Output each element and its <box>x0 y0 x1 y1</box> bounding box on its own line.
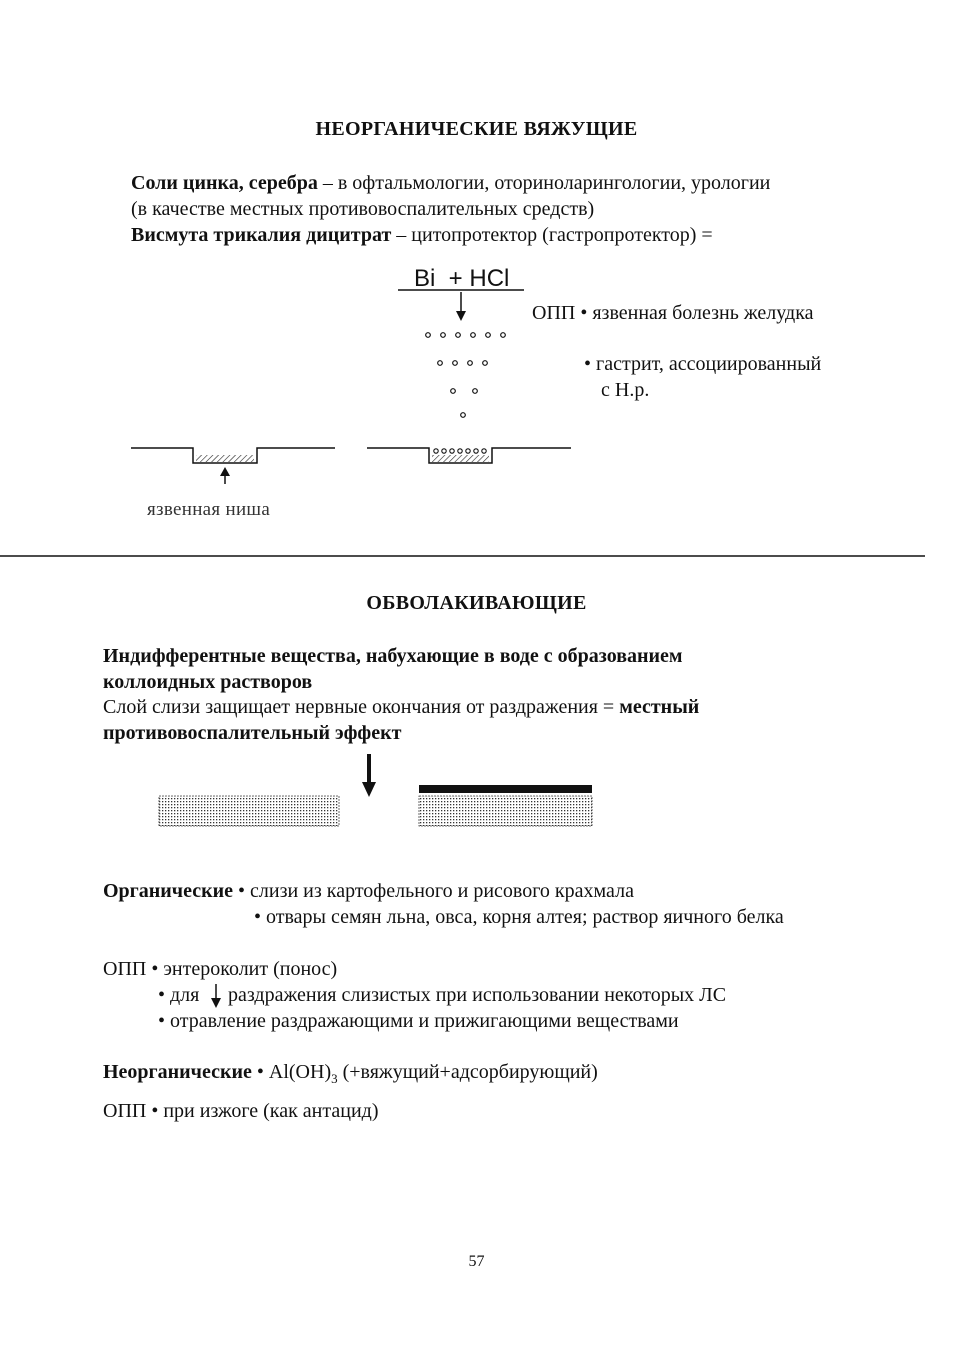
opp3-label: ОПП <box>103 1100 147 1122</box>
mucosa-left <box>159 796 339 826</box>
opp1-item2: • гастрит, ассоциированный <box>584 353 822 375</box>
page-number: 57 <box>468 1253 485 1270</box>
ulcer-niche-label: язвенная ниша <box>147 499 271 520</box>
opp2-line1 <box>103 956 337 982</box>
organic-line1 <box>103 878 634 904</box>
opp2-item3: • отравление раздражающими и прижигающими веществами <box>158 1010 679 1032</box>
opp2-item2-post: раздражения слизистых при использовании некоторых ЛС <box>228 984 727 1006</box>
opp2-label: ОПП <box>103 958 147 980</box>
zinc-silver-desc: – в офтальмологии, оториноларингологии, урологии <box>317 172 771 194</box>
indifferent-line1 <box>103 643 683 669</box>
zinc-silver-term: Соли цинка, серебра <box>131 172 318 194</box>
mucus-coating-layer <box>419 785 592 793</box>
opp3-line <box>103 1098 378 1124</box>
opp1-item1: • язвенная болезнь желудка <box>580 302 814 324</box>
opp3-item: • при изжоге (как антацид) <box>146 1100 379 1122</box>
coating-arrow-head <box>362 782 376 797</box>
section2-title: ОБВОЛАКИВАЮЩИЕ <box>366 592 587 614</box>
inorganic-subscript: 3 <box>331 1071 338 1086</box>
bismuth-line <box>131 222 713 248</box>
organic-item1: • слизи из картофельного и рисового крахмала <box>233 880 634 902</box>
opp1-label: ОПП <box>532 302 576 324</box>
ulcer-niche-left <box>131 448 335 484</box>
local-effect-line <box>103 720 401 746</box>
reaction-formula: Bi + HCl <box>414 265 510 292</box>
mucus-layer-line <box>103 694 699 720</box>
formula-arrow-head <box>456 311 466 321</box>
inorganic-line <box>103 1059 598 1092</box>
bismuth-desc: – цитопротектор (гастропротектор) = <box>391 224 713 246</box>
zinc-silver-note: (в качестве местных противовоспалительных средств) <box>131 198 595 220</box>
ulcer-niche-right <box>367 448 571 463</box>
bismuth-term: Висмута трикалия дицитрат <box>131 224 392 246</box>
mucus-layer-desc: Слой слизи защищает нервные окончания от раздражения = <box>103 696 620 718</box>
opp2-item1: • энтероколит (понос) <box>146 958 338 980</box>
indifferent-term: Индифферентные вещества, набухающие в воде с образованием <box>103 645 683 667</box>
opp1-line1 <box>532 300 814 326</box>
opp1-item2-cont: с Н.р. <box>601 379 650 401</box>
inorganic-formula: • Al(OH) <box>251 1061 332 1083</box>
particles <box>426 333 506 418</box>
mucosa-right <box>419 796 592 826</box>
zinc-silver-line <box>131 170 770 196</box>
indifferent-term-cont: коллоидных растворов <box>103 671 313 693</box>
opp2-item2-pre: • для <box>158 984 200 1006</box>
organic-item2: • отвары семян льна, овса, корня алтея; раствор яичного белка <box>254 906 784 928</box>
local-effect-term-cont: противовоспалительный эффект <box>103 722 402 744</box>
inorganic-label: Неорганические <box>103 1061 252 1083</box>
organic-label: Органические <box>103 880 234 902</box>
decrease-arrow-head <box>211 998 221 1008</box>
inorganic-desc: (+вяжущий+адсорбирующий) <box>337 1061 598 1083</box>
section1-title: НЕОРГАНИЧЕСКИЕ ВЯЖУЩИЕ <box>315 118 638 140</box>
local-effect-term: местный <box>619 696 700 718</box>
indifferent-line2 <box>103 669 312 695</box>
